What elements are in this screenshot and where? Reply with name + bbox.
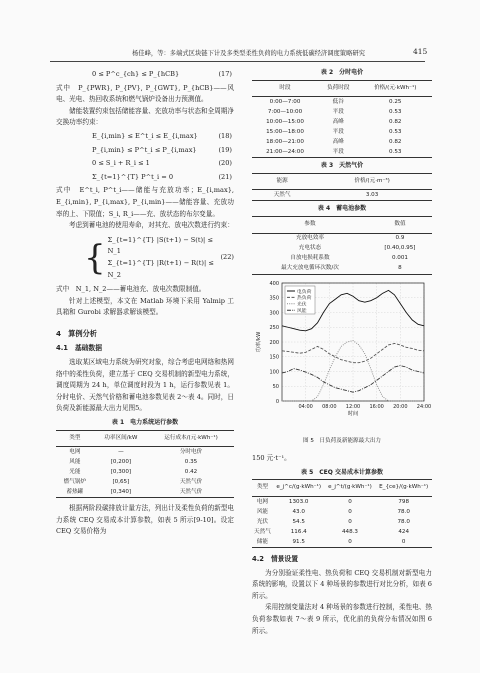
table-row (252, 137, 432, 147)
table-row (252, 190, 432, 201)
table-cell: 798 (398, 498, 410, 505)
legend-label: 光伏 (297, 302, 307, 308)
table-row (252, 527, 432, 537)
table-cell: 0.25 (389, 98, 402, 105)
table-cell: 充放电效率 (295, 235, 324, 242)
table-row (252, 264, 432, 275)
table-cell: 高峰 (332, 118, 344, 125)
paragraph: 150 元·t⁻¹。 (252, 454, 291, 463)
table-cell: 0 (348, 538, 352, 545)
table-row (252, 233, 432, 244)
equation-expr: Σ_{t=1}^{T} |R(t+1) − R(t)| ≤ N_2 (107, 258, 214, 279)
y-tick-label: 200 (269, 339, 279, 346)
equation-22 (56, 235, 234, 281)
paragraph: 针对上述模型，本文在 Matlab 环境下采用 Yalmip 工具箱和 Gurobi 求解器求解该模型。 (56, 296, 234, 317)
table-cell: 0 (401, 538, 406, 545)
table-caption: 表 2 分时电价 (320, 69, 364, 76)
legend-label: 风能 (297, 308, 307, 314)
table-cell: 0.001 (391, 255, 408, 262)
table-cell: 天然气 (273, 192, 291, 199)
running-title: 杨佳峰，等：多端式区块链下计及多类型柔性负荷的电力系统低碳经济调度策略研究 (132, 50, 365, 57)
table-cell: 8 (398, 265, 402, 272)
table-cell: 0.53 (389, 128, 402, 135)
table-cell: 光伏 (256, 518, 269, 525)
brace-glyph: { (84, 237, 106, 278)
table-cell: 0 (348, 508, 352, 515)
right-column (252, 67, 432, 637)
table-caption: 表 5 CEQ 交易成本计算参数 (301, 468, 383, 476)
table-cell: 0.35 (184, 459, 198, 466)
table-header: E_{ce}/(g·kWh⁻¹) (379, 484, 429, 491)
table-cell: [0,340] (110, 489, 132, 496)
table-cell: 储能 (256, 538, 269, 545)
y-tick-label: 150 (269, 354, 279, 361)
equation-expr: P_{i,min} ≤ P^t_i ≤ P_{i,max} (92, 145, 197, 154)
table-cell: 高峰 (332, 138, 344, 145)
table-cell: 424 (398, 528, 410, 535)
table-cell: 自放电损耗系数 (290, 255, 330, 262)
table-cell: 0 (348, 498, 352, 505)
y-tick-label: 0 (275, 398, 279, 405)
table-cell: 平段 (332, 108, 344, 115)
table-row (252, 107, 432, 117)
equation-expr: Σ_{t=1}^{T} P^t_i = 0 (92, 172, 174, 181)
equation-expr: E_{i,min} ≤ E^t_i ≤ E_{i,max} (92, 131, 198, 140)
table-cell: 0.42 (184, 469, 198, 476)
table-cell: 78.0 (397, 518, 410, 525)
table-cell: 分时电价 (179, 449, 203, 456)
table-cell: 15:00—18:00 (266, 128, 304, 135)
page-header (0, 48, 480, 62)
paragraph: 选取某区域电力系统为研究对象，综合考虑电网络和热网络中的柔性负荷，建立基于 CEQ 交易机制的新型电力系统，调度周期为 24 h，单位调度时段为 1 h，运行参数见表 1。分时电价、天然气价格和蓄电池参数见表 2～表 4。同时，日负荷及新能源最大出力见图5。 (56, 358, 234, 413)
table-header: 类型 (256, 484, 269, 491)
x-axis-label: 时间 (347, 410, 359, 417)
table-row (56, 467, 234, 477)
table-cell: 116.4 (290, 528, 307, 535)
y-tick-label: 50 (272, 383, 279, 390)
table-cell: 蓄热罐 (66, 489, 84, 496)
table-header: 类型 (69, 434, 81, 441)
table-4 (252, 216, 432, 275)
table-row (252, 507, 432, 517)
table-cell: 充电状态 (298, 245, 322, 252)
table-cell: 1303.0 (288, 498, 309, 505)
table-cell: 448.3 (341, 528, 358, 535)
table-row (56, 447, 234, 458)
table-cell: 燃气锅炉 (63, 479, 87, 486)
paragraph: 式中 E^t_i, P^t_i——储能与充放功率；E_{i,max}, E_{i,min}, P_{i,max}, P_{i,min}——储能容量、充放功率的上、下限值；S_i, R_i——充、放状态的布尔变量。 (56, 186, 234, 218)
table-cell: 21:00—24:00 (266, 148, 304, 155)
table-row (252, 127, 432, 137)
table-cell: [0.40,0.95] (384, 245, 416, 252)
figure-caption: 图 5 日负荷及新能源最大出力 (302, 437, 382, 444)
table-cell: [0,200] (110, 459, 132, 466)
equation-number: (20) (218, 159, 232, 168)
table-header: 参数 (304, 220, 316, 227)
x-tick-label: 24:00 (416, 403, 432, 410)
table-cell: — (118, 449, 124, 456)
legend-label: 热负荷 (297, 295, 312, 301)
table-cell: 0.9 (395, 235, 405, 242)
table-row (252, 117, 432, 127)
x-tick-label: 12:00 (345, 403, 361, 410)
table-row (252, 517, 432, 527)
x-tick-label: 20:00 (393, 403, 408, 410)
y-tick-label: 400 (269, 280, 279, 287)
header-rule (50, 61, 425, 62)
table-2 (252, 80, 432, 159)
equation-expr: 0 ≤ P^c_{ch} ≤ P_{hCB} (92, 70, 180, 78)
table-cell: 风能 (69, 459, 81, 466)
table-cell: 天然气价 (179, 479, 203, 486)
table-row (252, 97, 432, 108)
table-cell: 电网 (69, 449, 81, 456)
subsection-heading: 4.1 基础数据 (56, 344, 103, 353)
table-cell: 78.0 (397, 508, 410, 515)
table-cell: 0.53 (389, 148, 402, 155)
table-cell: 0.53 (389, 108, 402, 115)
paragraph: 采用控制变量法对 4 种场景的参数进行控制，柔性电、热负荷参数如表 7～表 9 所示，优化前的负荷分布情况如图 6 所示。 (252, 603, 432, 635)
table-caption: 表 1 电力系统运行参数 (111, 419, 179, 427)
paragraph: 根据两阶段碳排放计量方法，列出计及柔性负荷的新型电力系统 CEQ 交易成本计算参数，如表 5 所示[9-10]。设定 CEQ 交易价格为 (56, 504, 234, 536)
equation-number: (17) (218, 70, 232, 78)
table-header: e_j^t/(g·kWh⁻¹) (328, 484, 372, 491)
table-row (252, 537, 432, 548)
table-cell: 0.82 (389, 118, 402, 125)
table-row (56, 477, 234, 487)
table-header: 运行成本/(元·kWh⁻¹) (164, 434, 218, 441)
table-cell: [0,65] (112, 479, 130, 486)
table-5 (252, 479, 432, 548)
table-cell: 0 (348, 518, 352, 525)
table-cell: 10:00—15:00 (266, 118, 304, 125)
x-tick-label: 16:00 (369, 403, 384, 410)
equation-20 (56, 158, 234, 170)
table-cell: 91.5 (292, 538, 305, 545)
equation-19 (56, 145, 234, 157)
table-caption: 表 4 蓄电池参数 (317, 205, 367, 213)
table-cell: 0:00—7:00 (269, 98, 301, 105)
equation-number: (18) (218, 131, 232, 140)
equation-number: (22) (220, 253, 234, 262)
table-header: 负荷时段 (327, 84, 350, 91)
equation-number: (21) (218, 172, 232, 181)
table-header: 价格/(元·m⁻³) (354, 177, 390, 184)
table-row (252, 147, 432, 158)
equation-17 (56, 69, 234, 81)
paragraph: 式中 N_1, N_2——蓄电池充、放电次数限制值。 (56, 285, 206, 294)
table-row (252, 496, 432, 507)
table-cell: 最大充放电循环次数/次 (281, 265, 339, 272)
table-3 (252, 173, 432, 202)
left-column (56, 67, 234, 538)
y-axis-label: 功率/kW (256, 331, 262, 352)
x-tick-label: 08:00 (322, 403, 337, 410)
table-row (56, 487, 234, 498)
table-cell: 3.03 (365, 192, 379, 199)
equation-21 (56, 172, 234, 184)
table-row (252, 254, 432, 264)
table-cell: 电网 (256, 498, 269, 505)
table-cell: 43.0 (292, 508, 305, 515)
table-header: 数值 (394, 220, 406, 227)
table-1 (56, 430, 234, 499)
paragraph: 为分别验证柔性电、热负荷和 CEQ 交易机制对新型电力系统的影响，设置以下 4 种场景的参数进行对比分析，如表 6 所示。 (252, 568, 432, 600)
y-tick-label: 350 (269, 295, 279, 302)
load-chart (252, 279, 432, 427)
equation-18 (56, 131, 234, 143)
table-row (252, 244, 432, 254)
section-heading: 4 算例分析 (56, 328, 97, 338)
table-header: 时段 (279, 84, 291, 91)
figure-5 (252, 279, 432, 435)
x-tick-label: 04:00 (298, 403, 313, 410)
table-cell: 天然气价 (179, 489, 203, 496)
y-tick-label: 100 (269, 368, 279, 375)
table-cell: [0,300] (110, 469, 132, 476)
table-cell: 风能 (256, 508, 269, 515)
paragraph: 储能装置约束包括储能容量、充放功率与状态和全周期净交换功率约束： (56, 106, 234, 127)
equation-expr: 0 ≤ S_i + R_i ≤ 1 (92, 159, 150, 168)
subsection-heading: 4.2 情景设置 (252, 554, 299, 563)
y-tick-label: 250 (269, 324, 279, 331)
equation-expr: Σ_{t=1}^{T} |S(t+1) − S(t)| ≤ N_1 (107, 235, 213, 256)
table-cell: 54.5 (292, 518, 305, 525)
table-cell: 天然气 (254, 528, 271, 535)
table-header: e_j^c/(g·kWh⁻¹) (276, 484, 322, 491)
table-cell: 7:00—10:00 (267, 108, 303, 115)
equation-number: (19) (218, 145, 232, 154)
table-header: 价格/(元·kWh⁻¹) (374, 84, 417, 91)
table-cell: 18:00—21:00 (266, 138, 304, 145)
table-cell: 0.82 (389, 138, 402, 145)
table-cell: 平段 (332, 148, 344, 155)
table-header: 功率区间/kW (104, 434, 138, 441)
y-tick-label: 300 (269, 309, 279, 316)
page-number: 415 (413, 47, 428, 56)
paragraph: 考虑到蓄电池的使用寿命，对其充、放电次数进行约束： (69, 221, 234, 230)
table-caption: 表 3 天然气价 (320, 162, 364, 170)
table-row (56, 457, 234, 467)
table-cell: 平段 (332, 128, 344, 135)
legend-label: 电负荷 (297, 289, 312, 295)
table-header: 能源 (276, 177, 288, 184)
table-cell: 低谷 (332, 98, 344, 105)
table-cell: 光能 (69, 469, 81, 476)
paragraph: 式中 P_{PWR}, P_{PV}, P_{GWT}, P_{hCB}——风电、光电、热回收系统和燃气锅炉设备出力预测值。 (56, 83, 234, 104)
